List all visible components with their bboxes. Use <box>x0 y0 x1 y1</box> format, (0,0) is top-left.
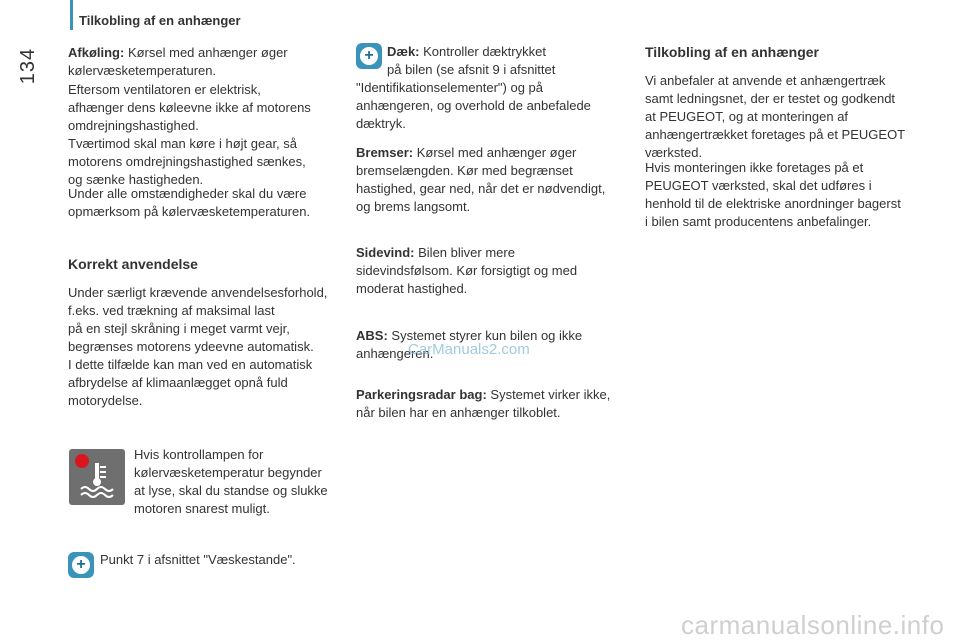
abs-text: Systemet styrer kun bilen og ikke <box>387 328 583 343</box>
text-line: motorydelse. <box>68 393 143 408</box>
text-line: på en stejl skråning i meget varmt vejr, <box>68 321 290 336</box>
text-line: bremselængden. Kør med begrænset <box>356 163 573 178</box>
text-line: kølervæsketemperatur begynder <box>134 465 322 480</box>
plus-icon: + <box>360 47 378 65</box>
text-line: og brems langsomt. <box>356 199 471 214</box>
text-line: I dette tilfælde kan man ved en automatisk <box>68 357 313 372</box>
text-line: værksted. <box>645 145 703 160</box>
brakes-label: Bremser: <box>356 145 414 160</box>
parking-radar-label: Parkeringsradar bag: <box>356 387 487 402</box>
text-line: samt ledningsnet, der er testet og godkendt <box>645 91 896 106</box>
text-line: "Identifikationselementer") og på <box>356 80 544 95</box>
text-line: Eftersom ventilatoren er elektrisk, <box>68 82 261 97</box>
text-line: Hvis monteringen ikke foretages på et <box>645 160 864 175</box>
tires-paragraph-rest <box>356 79 631 133</box>
parking-radar-paragraph <box>356 386 636 422</box>
text-line: begrænses motorens ydeevne automatisk. <box>68 339 314 354</box>
text-line: Hvis kontrollampen for <box>134 447 264 462</box>
text-line: anhængeren. <box>356 346 434 361</box>
text-line: motorens omdrejningshastighed sænkes, <box>68 154 306 169</box>
text-line: afbrydelse af klimaanlægget opnå fuld <box>68 375 288 390</box>
text-line: Under særligt krævende anvendelsesforhold, <box>68 285 328 300</box>
text-line: når bilen har en anhænger tilkoblet. <box>356 405 561 420</box>
abs-label: ABS: <box>356 328 388 343</box>
towing-paragraph-1 <box>645 72 935 162</box>
text-line: Vi anbefaler at anvende et anhængertræk <box>645 73 886 88</box>
parking-radar-text: Systemet virker ikke, <box>486 387 611 402</box>
info-plus-icon <box>356 43 382 69</box>
text-line: sidevindsfølsom. Kør forsigtigt og med <box>356 263 578 278</box>
coolant-temperature-warning-icon <box>69 449 125 505</box>
text-line: anhængertrækket foretages på et PEUGEOT <box>645 127 906 142</box>
header-accent-bar <box>70 0 73 30</box>
tires-first-line <box>387 43 627 61</box>
cooling-paragraph <box>68 44 348 80</box>
plus-icon: + <box>72 556 90 574</box>
gear-paragraph <box>68 135 348 189</box>
ventilator-paragraph <box>68 81 348 135</box>
cooling-text: Kørsel med anhænger øger <box>124 45 288 60</box>
text-line: at PEUGEOT, og at monteringen af <box>645 109 849 124</box>
cooling-line2: kølervæsketemperaturen. <box>68 63 217 78</box>
fluid-levels-note: Punkt 7 i afsnittet "Væskestande". <box>100 552 296 567</box>
brakes-text: Kørsel med anhænger øger <box>413 145 577 160</box>
text-line: i bilen samt producentens anbefalinger. <box>645 214 872 229</box>
tires-line-2: på bilen (se afsnit 9 i afsnittet <box>387 62 556 77</box>
watermark-mid: CarManuals2.com <box>408 341 530 358</box>
brakes-paragraph <box>356 144 631 216</box>
text-line: Under alle omstændigheder skal du være <box>68 186 307 201</box>
thermometer-waves-icon <box>69 449 125 505</box>
correct-use-heading: Korrekt anvendelse <box>68 256 198 272</box>
cooling-label: Afkøling: <box>68 45 125 60</box>
towing-paragraph-2 <box>645 159 935 231</box>
text-line: omdrejningshastighed. <box>68 118 199 133</box>
crosswind-label: Sidevind: <box>356 245 415 260</box>
text-line: dæktryk. <box>356 116 406 131</box>
tires-text: Kontroller dæktrykket <box>419 44 546 59</box>
warning-paragraph <box>134 446 354 518</box>
page-header: Tilkobling af en anhænger <box>79 13 241 28</box>
info-plus-icon <box>68 552 94 578</box>
text-line: henhold til de elektriske anordninger bagerst <box>645 196 901 211</box>
crosswind-paragraph <box>356 244 631 298</box>
text-line: PEUGEOT værksted, skal det udføres i <box>645 178 872 193</box>
text-line: hastighed, gear ned, når det er nødvendigt, <box>356 181 606 196</box>
crosswind-text: Bilen bliver mere <box>414 245 515 260</box>
text-line: og sænke hastigheden. <box>68 172 204 187</box>
text-line: anhængeren, og overhold de anbefalede <box>356 98 591 113</box>
text-line: opmærksom på kølervæsketemperaturen. <box>68 204 311 219</box>
text-line: moderat hastighed. <box>356 281 468 296</box>
footer-watermark: carmanualsonline.info <box>681 610 945 640</box>
tires-label: Dæk: <box>387 44 420 59</box>
page-number: 134 <box>17 47 39 85</box>
text-line: afhænger dens køleevne ikke af motorens <box>68 100 311 115</box>
text-line: at lyse, skal du standse og slukke <box>134 483 328 498</box>
text-line: Tværtimod skal man køre i højt gear, så <box>68 136 298 151</box>
towing-heading: Tilkobling af en anhænger <box>645 44 819 60</box>
text-line: f.eks. ved trækning af maksimal last <box>68 303 275 318</box>
text-line: motoren snarest muligt. <box>134 501 270 516</box>
attention-paragraph <box>68 185 348 221</box>
correct-use-paragraph <box>68 284 353 410</box>
